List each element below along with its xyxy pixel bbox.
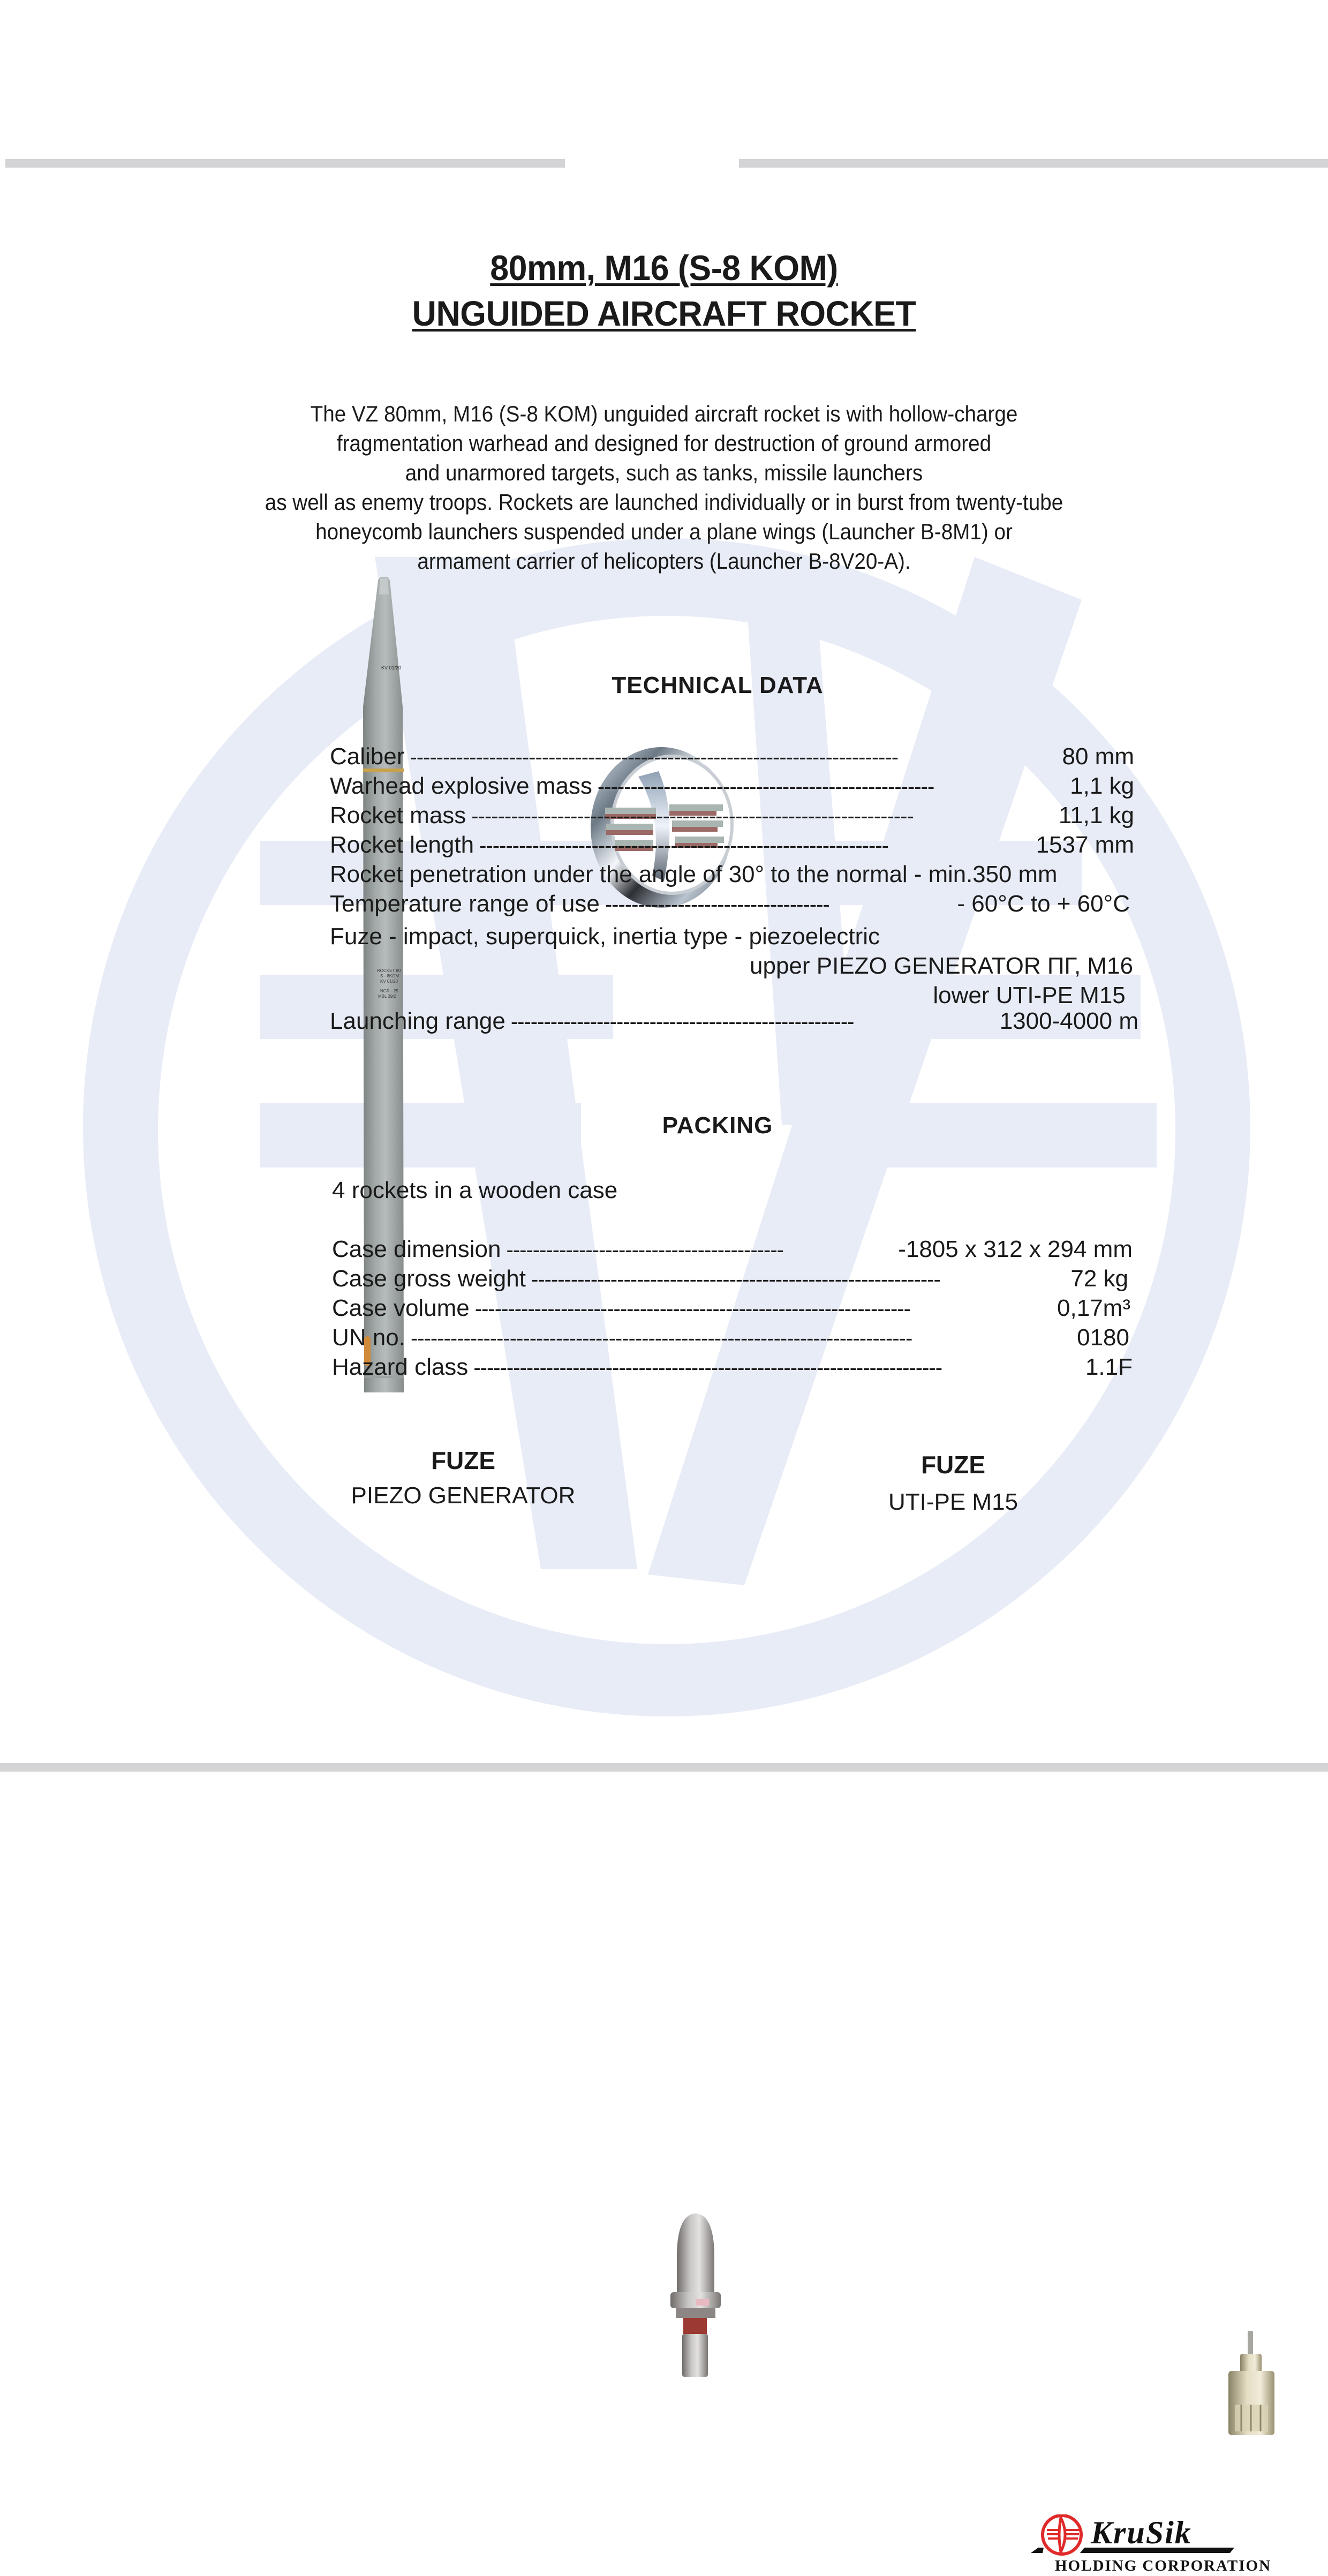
packing-label: Case volume	[332, 1295, 470, 1321]
packing-value: -1805 x 312 x 294 mm	[898, 1236, 1133, 1262]
spec-label: Warhead explosive mass	[330, 773, 592, 799]
packing-leader: --------------------------------------------------------------	[531, 1268, 940, 1291]
document-title-line-1: 80mm, M16 (S-8 KOM)	[490, 248, 838, 288]
packing-leader: ----------------------------------------------------------------------------	[410, 1327, 912, 1350]
spec-row-temperature	[330, 889, 1134, 918]
intro-paragraph	[201, 399, 1127, 576]
intro-line: honeycomb launchers suspended under a plane wings (Launcher B-8M1) or	[315, 519, 1013, 544]
packing-value: 1.1F	[1085, 1354, 1133, 1380]
document-title-line-2: UNGUIDED AIRCRAFT ROCKET	[412, 293, 916, 333]
packing-label: UN no.	[332, 1324, 405, 1351]
spec-row-launching-range	[330, 1006, 1138, 1036]
spec-value: 1,1 kg	[1070, 773, 1134, 799]
intro-line: armament carrier of helicopters (Launcher B-8V20-A).	[417, 548, 911, 574]
spec-row-fuze: Fuze - impact, superquick, inertia type - piezoelectric	[330, 923, 880, 950]
spec-label: Temperature range of use	[330, 891, 600, 917]
spec-leader: -------------------------------------------------------------------	[471, 804, 914, 828]
spec-label: Rocket mass	[330, 802, 466, 828]
spec-row-penetration: Rocket penetration under the angle of 30° to the normal - min.350 mm	[330, 861, 1058, 887]
packing-label: Case gross weight	[332, 1266, 526, 1292]
spec-label: Launching range	[330, 1008, 505, 1034]
krusik-logo	[1031, 2514, 1272, 2576]
packing-value: 0,17m³	[1057, 1295, 1130, 1321]
spec-value: 11,1 kg	[1058, 802, 1134, 828]
spec-row-caliber	[330, 742, 1134, 771]
fuze-2-heading: FUZE	[920, 1451, 986, 1479]
fuze-1-name: PIEZO GENERATOR	[351, 1482, 576, 1509]
spec-row-warhead-mass	[330, 771, 1134, 801]
packing-row-volume	[332, 1293, 1133, 1323]
packing-leader: -----------------------------------------------------------------------	[473, 1356, 942, 1380]
intro-line: fragmentation warhead and designed for destruction of ground armored	[336, 431, 992, 456]
rocket-marking: KV 01/20	[380, 979, 398, 984]
packing-note: 4 rockets in a wooden case	[332, 1177, 618, 1203]
spec-row-rocket-mass	[330, 801, 1134, 830]
spec-label: Caliber	[330, 743, 405, 770]
packing-value: 72 kg	[1070, 1266, 1128, 1292]
piezo-generator-fuze-image	[666, 2209, 725, 2381]
spec-value: 1537 mm	[1036, 832, 1134, 858]
packing-value: 0180	[1077, 1324, 1129, 1351]
holding-corporation-label: HOLDING CORPORATION	[1055, 2557, 1272, 2574]
spec-label: Rocket length	[330, 832, 474, 858]
krusik-brand-wordmark: KruSik	[1091, 2515, 1192, 2550]
spec-leader: ----------------------------------	[605, 893, 829, 916]
rocket-marking: NGR - 25	[380, 989, 399, 993]
packing-row-un-number	[332, 1323, 1133, 1352]
packing-table	[332, 1176, 1133, 1382]
spec-fuze-upper: upper PIEZO GENERATOR ПГ, M16	[750, 953, 1133, 979]
spec-value: - 60°C to + 60°C	[950, 891, 1130, 917]
top-rule-left	[5, 159, 565, 168]
spec-leader: --------------------------------------------------------------	[479, 834, 888, 857]
rocket-marking: MBL 39/2	[378, 994, 397, 999]
packing-row-gross-weight	[332, 1264, 1133, 1293]
spec-leader: ---------------------------------------------------	[597, 775, 934, 799]
intro-line: as well as enemy troops. Rockets are launched individually or in burst from twenty-tube	[265, 489, 1063, 515]
packing-leader: ------------------------------------------------------------------	[474, 1297, 910, 1321]
packing-label: Case dimension	[332, 1236, 501, 1262]
spec-leader: --------------------------------------------------------------------------	[410, 745, 899, 769]
rocket-marking: ROCKET 80	[377, 968, 401, 973]
spec-value: 1300-4000 m	[999, 1008, 1138, 1034]
spec-row-rocket-length	[330, 830, 1134, 860]
packing-row-dimension	[332, 1234, 1133, 1264]
rocket-marking: S - 8KOM	[380, 974, 399, 978]
intro-line: The VZ 80mm, M16 (S-8 KOM) unguided aircraft rocket is with hollow-charge	[310, 401, 1018, 426]
rocket-marking: KV 01/20	[381, 665, 402, 671]
top-rule-right	[739, 159, 1328, 168]
technical-data-table	[330, 742, 1138, 1036]
bottom-rule	[0, 1763, 1328, 1772]
packing-label: Hazard class	[332, 1354, 469, 1380]
technical-data-heading: TECHNICAL DATA	[612, 672, 824, 698]
packing-heading: PACKING	[662, 1112, 773, 1139]
intro-line: and unarmored targets, such as tanks, missile launchers	[405, 460, 923, 485]
fuze-2-name: UTI-PE M15	[888, 1489, 1018, 1515]
uti-pe-m15-fuze-image	[1225, 2327, 1279, 2439]
spec-fuze-lower: lower UTI-PE M15	[933, 982, 1132, 1008]
spec-leader: ----------------------------------------------------	[510, 1010, 854, 1034]
packing-row-hazard-class	[332, 1352, 1133, 1382]
spec-value: 80 mm	[1062, 743, 1134, 770]
packing-leader: ------------------------------------------	[506, 1238, 783, 1262]
fuze-1-heading: FUZE	[431, 1447, 496, 1474]
